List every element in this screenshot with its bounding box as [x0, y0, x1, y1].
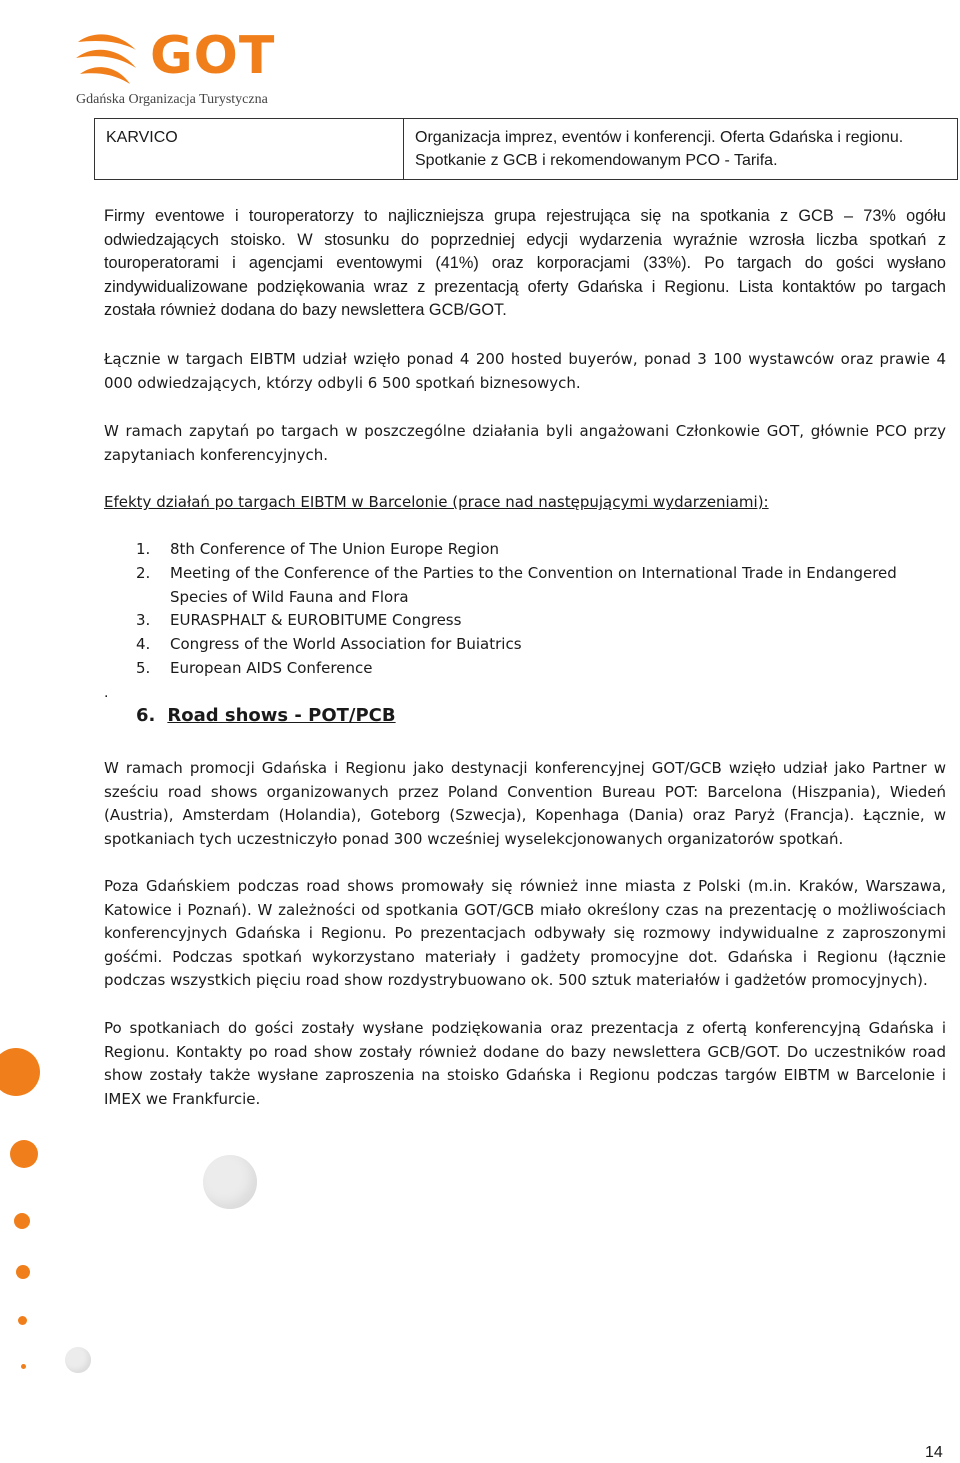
stray-dot: .	[104, 684, 109, 701]
list-item-number: 1.	[136, 540, 151, 558]
got-logo	[72, 28, 302, 112]
list-item-number: 3.	[136, 611, 151, 630]
paragraph-meetings	[104, 205, 946, 323]
list-item-text: Meeting of the Conference of the Parties to the Convention on International Trade in Endangered Species of Wild Fauna and Flora	[170, 563, 897, 606]
effects-heading: Efekty działań po targach EIBTM w Barcelonie (prace nad następującymi wydarzeniami):	[104, 493, 769, 511]
list-item-text: EURASPHALT & EUROBITUME Congress	[170, 611, 462, 630]
decor-orange-circle	[21, 1364, 26, 1369]
table-cell-company: KARVICO	[95, 119, 404, 180]
decor-orange-circle	[16, 1265, 30, 1279]
table-cell-description: Organizacja imprez, eventów i konferencji. Oferta Gdańska i regionu. Spotkanie z GCB i rekomendowanym PCO - Tarifa.	[404, 119, 958, 180]
decor-orange-circle	[0, 1048, 40, 1096]
list-item	[136, 562, 956, 610]
got-swirl-icon	[72, 28, 148, 94]
list-item	[136, 657, 956, 681]
list-item	[136, 609, 956, 633]
list-item	[136, 633, 956, 657]
table-row	[95, 119, 958, 180]
section-title: Road shows - POT/PCB	[167, 705, 396, 726]
decor-grey-circle	[65, 1347, 91, 1373]
section-heading-road-shows	[136, 705, 396, 726]
paragraph-eibtm-stats: Łącznie w targach EIBTM udział wzięło ponad 4 200 hosted buyerów, ponad 3 100 wystawców oraz prawie 4 000 odwiedzających, którzy odbyli 6 500 spotkań biznesowych.	[104, 350, 946, 392]
logo-wordmark: GOT	[150, 26, 276, 86]
paragraph-roadshow-cities: Poza Gdańskiem podczas road shows promowały się również inne miasta z Polski (m.in. Kraków, Warszawa, Katowice i Poznań). W zależności od spotkania GOT/GCB miało określony czas na prezentację o możliwościach konferencyjnych Gdańska i Regionu. Po prezentacjach odbywały się rozmowy indywidualne z zaproszonymi gośćmi. Podczas spotkań wykorzystano materiały i gadżety promocyjne dot. Gdańska i Regionu (łącznie podczas wszystkich pięciu road show rozdystrybuowano ok. 500 sztuk materiałów i gadżetów promocyjnych).	[104, 877, 946, 989]
decor-grey-circle	[203, 1155, 257, 1209]
decor-orange-circle	[18, 1316, 27, 1325]
list-item-text: Congress of the World Association for Buiatrics	[170, 635, 522, 654]
list-item-text: European AIDS Conference	[170, 658, 373, 677]
paragraph-meetings-part1: Firmy eventowe i touroperatorzy to najliczniejsza grupa rejestrująca się na spotkania z GCB – 73% ogółu odwiedzających stoisko. W stosunku do poprzedniej edycji wydarzenia wyraźnie wzrosła liczba spotkań z touroperatorami i agencjami eventowymi (41%) oraz korporacjami (33%).	[104, 207, 946, 272]
events-list	[136, 538, 956, 681]
logo-tagline: Gdańska Organizacja Turystyczna	[76, 92, 268, 107]
list-item-number: 4.	[136, 635, 151, 654]
list-item-text: 8th Conference of The Union Europe Region	[170, 540, 500, 558]
exhibitor-table	[94, 118, 958, 180]
decor-orange-circle	[10, 1140, 38, 1168]
list-item-number: 2.	[136, 563, 151, 582]
paragraph-roadshow-followup: Po spotkaniach do gości zostały wysłane podziękowania oraz prezentacja z ofertą konferencyjną Gdańska i Regionu. Kontakty po road show zostały również dodane do bazy newslettera GCB/GOT. Do uczestników road show zostały także wysłane zaproszenia na stoisko Gdańska i Regionu podczas targów EIBTM w Barcelonie i IMEX we Frankfurcie.	[104, 1019, 946, 1108]
page-number: 14	[925, 1444, 943, 1461]
list-item-number: 5.	[136, 658, 151, 677]
paragraph-roadshow-intro: W ramach promocji Gdańska i Regionu jako destynacji konferencyjnej GOT/GCB wzięło udział jako Partner w sześciu road shows organizowanych przez Poland Convention Bureau POT: Barcelona (Hiszpania), Wiedeń (Austria), Amsterdam (Holandia), Goteborg (Szwecja), Kopenhaga (Dania) oraz Paryż (Francja). Łącznie, w spotkaniach tych uczestniczyło ponad 300 wcześniej wyselekcjonowanych organizatorów spotkań.	[104, 759, 946, 848]
list-item	[136, 538, 956, 562]
paragraph-meetings-part2: Po targach do gości wysłano zindywidualizowane podziękowania wraz z prezentacją oferty Gdańska i Regionu. Lista kontaktów po targach została również dodana do bazy newslettera GCB/GOT.	[104, 254, 946, 319]
decor-orange-circle	[14, 1213, 30, 1229]
paragraph-inquiries: W ramach zapytań po targach w poszczególne działania byli angażowani Członkowie GOT, głównie PCO przy zapytaniach konferencyjnych.	[104, 422, 946, 464]
section-number: 6.	[136, 705, 156, 726]
